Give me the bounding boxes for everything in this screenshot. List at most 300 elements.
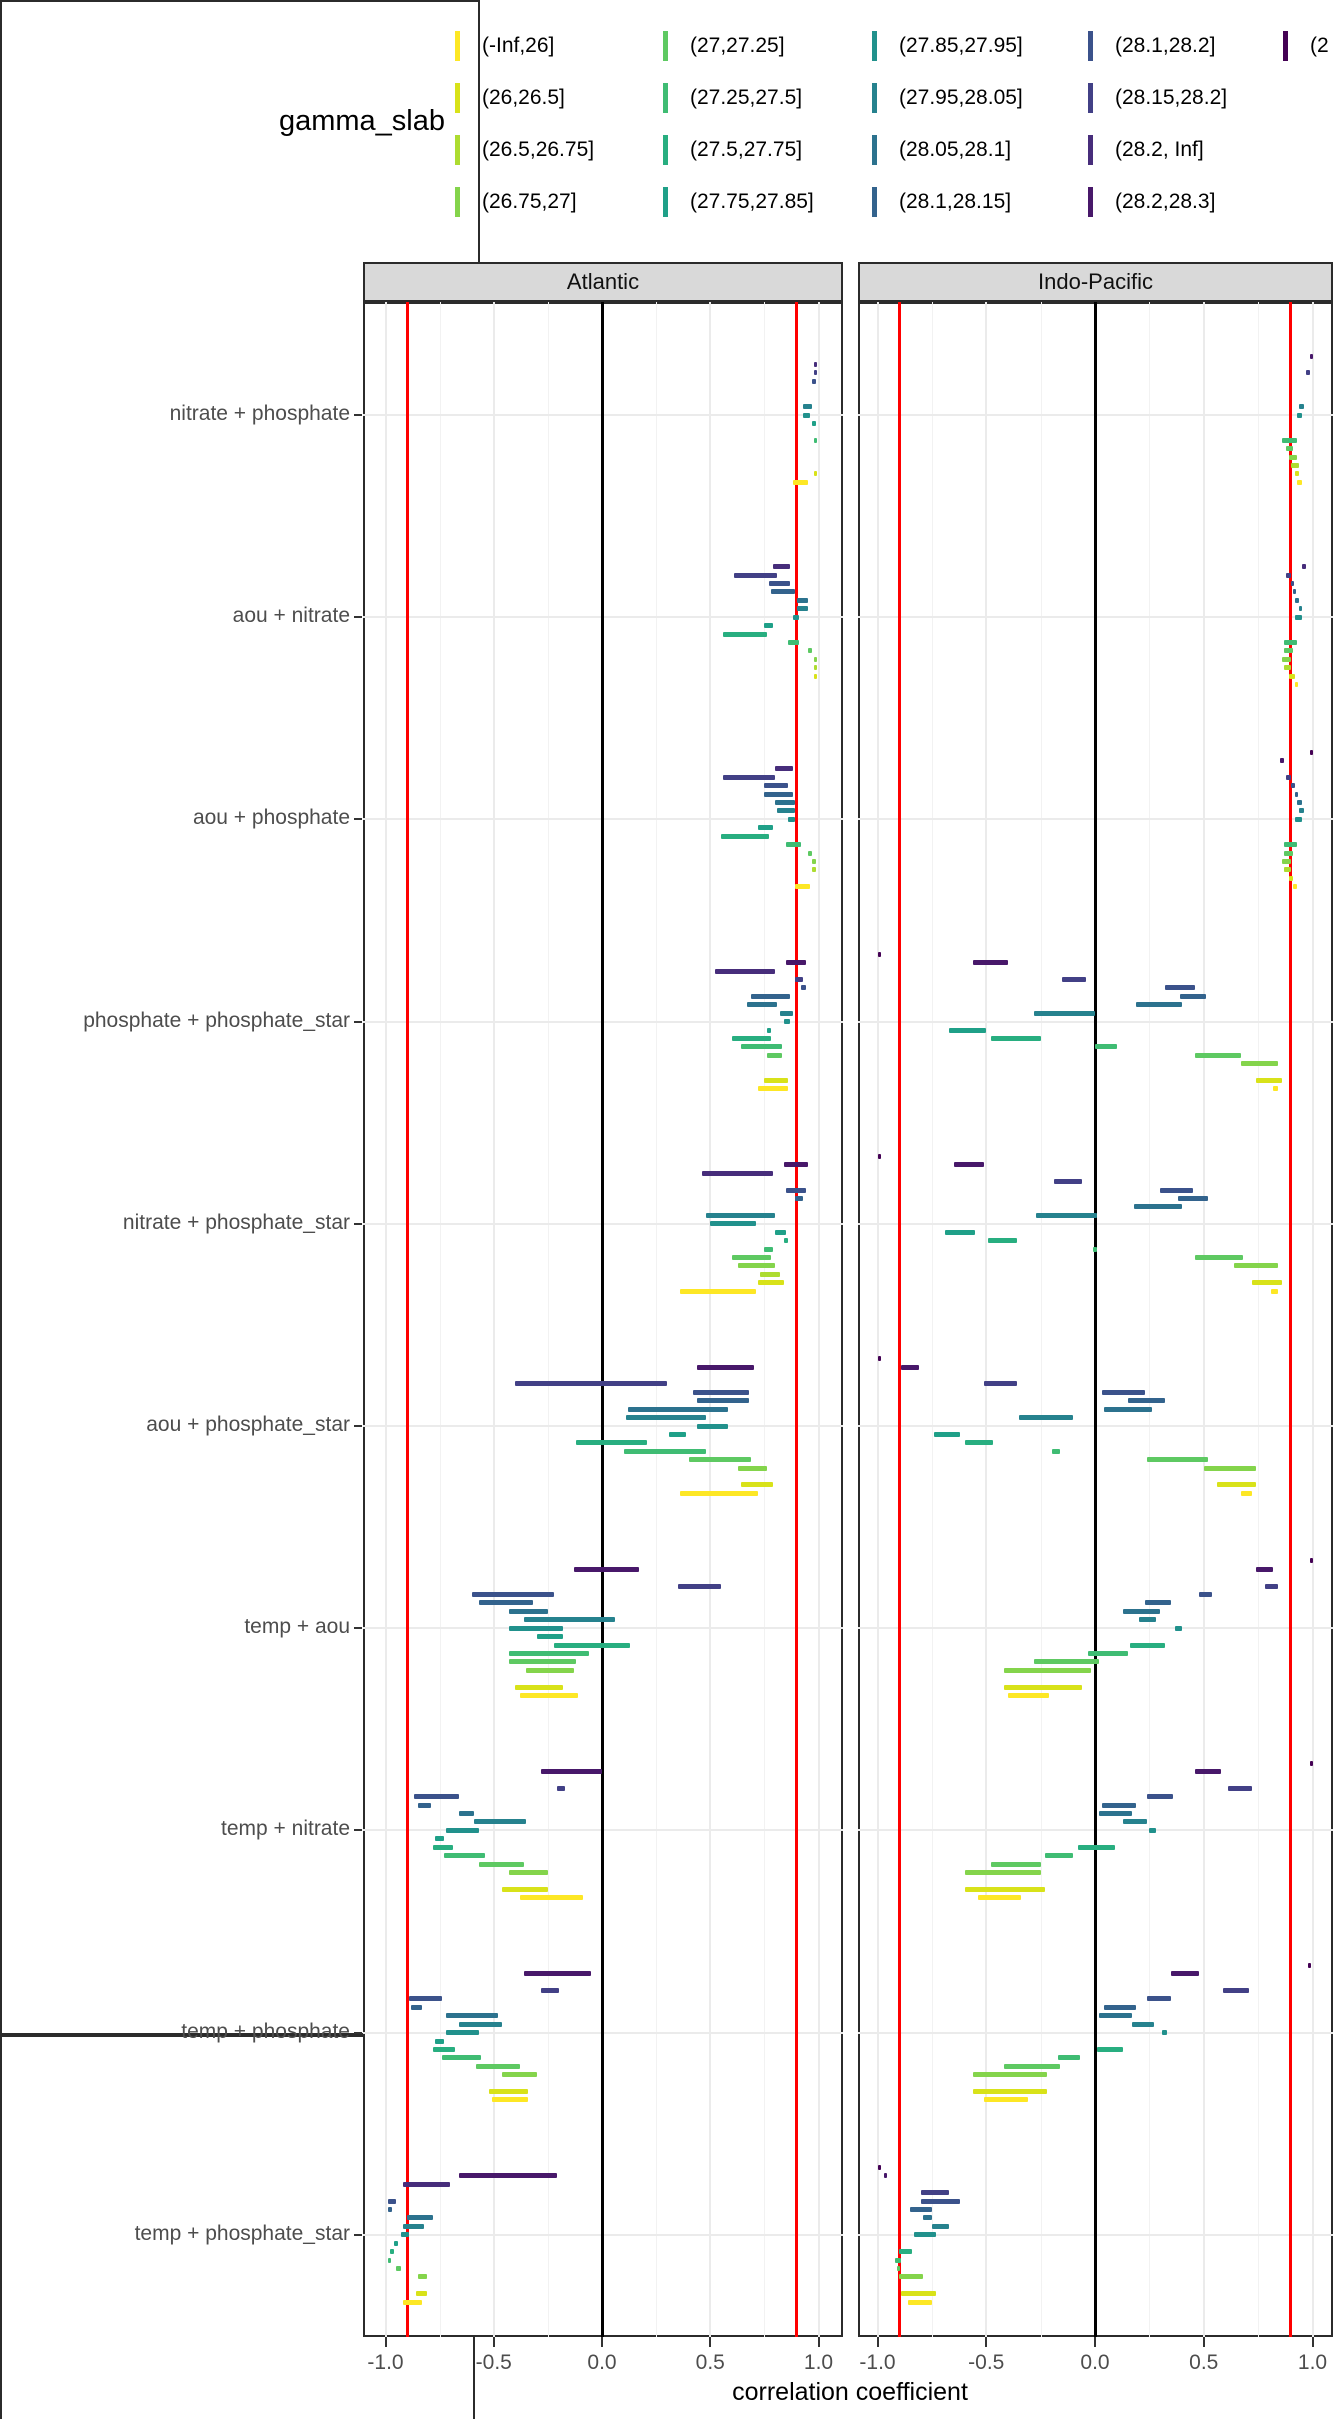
interval-segment [418, 2274, 427, 2279]
interval-segment [541, 1988, 558, 1993]
legend-entry-label: (2 [1310, 34, 1329, 57]
legend-key-swatch [1283, 31, 1288, 61]
interval-segment [793, 480, 808, 485]
interval-segment [1045, 1853, 1073, 1858]
legend-entry-label: (28.15,28.2] [1115, 86, 1228, 109]
interval-segment [394, 2241, 398, 2246]
x-axis-tick [709, 2337, 711, 2347]
interval-segment [878, 1154, 881, 1159]
x-axis-title: correlation coefficient [732, 2378, 968, 2406]
interval-segment [914, 2232, 936, 2237]
interval-segment [984, 2097, 1028, 2102]
interval-segment [1256, 1567, 1273, 1572]
interval-segment [1310, 1761, 1313, 1766]
legend-entry-label: (28.05,28.1] [899, 138, 1012, 161]
interval-segment [1234, 1263, 1278, 1268]
interval-segment [416, 2291, 427, 2296]
y-axis-tick [354, 1223, 362, 1225]
interval-segment [479, 1862, 524, 1867]
interval-segment [715, 969, 776, 974]
interval-segment [706, 1213, 775, 1218]
zero-reference-line [601, 302, 604, 2337]
interval-segment [435, 2039, 444, 2044]
interval-segment [396, 2266, 400, 2271]
interval-segment [693, 1390, 749, 1395]
interval-segment [723, 775, 775, 780]
interval-segment [1228, 1786, 1252, 1791]
y-axis-tick [354, 1021, 362, 1023]
interval-segment [1295, 792, 1298, 797]
interval-segment [878, 952, 881, 957]
interval-segment [1282, 657, 1291, 662]
interval-segment [758, 825, 773, 830]
interval-segment [901, 1365, 918, 1370]
interval-segment [697, 1424, 727, 1429]
y-axis-category-label: temp + phosphate_star [134, 2221, 350, 2245]
interval-segment [474, 1819, 526, 1824]
interval-segment [697, 1398, 749, 1403]
interval-segment [814, 362, 817, 367]
interval-segment [899, 2274, 923, 2279]
interval-segment [509, 1626, 563, 1631]
interval-segment [1299, 808, 1303, 813]
interval-segment [1019, 1415, 1073, 1420]
x-axis-tick [385, 2337, 387, 2347]
interval-segment [403, 2182, 451, 2187]
interval-segment [1175, 1626, 1182, 1631]
interval-segment [390, 2249, 394, 2254]
interval-segment [1130, 1643, 1165, 1648]
y-axis-tick [354, 414, 362, 416]
interval-segment [795, 884, 810, 889]
interval-segment [747, 1002, 777, 1007]
interval-segment [1128, 1398, 1165, 1403]
interval-segment [411, 2005, 422, 2010]
interval-segment [910, 2207, 932, 2212]
interval-segment [878, 2165, 881, 2170]
interval-segment [502, 1887, 547, 1892]
x-tick-label: -1.0 [367, 2351, 404, 2374]
interval-segment [459, 2173, 556, 2178]
y-axis-category-label: phosphate + phosphate_star [83, 1008, 350, 1032]
interval-segment [446, 2013, 498, 2018]
interval-segment [520, 1895, 583, 1900]
interval-segment [1302, 564, 1306, 569]
interval-segment [884, 2173, 887, 2178]
interval-segment [908, 2300, 932, 2305]
interval-segment [1297, 413, 1301, 418]
legend-key-swatch [1088, 135, 1093, 165]
interval-segment [954, 1162, 984, 1167]
interval-segment [795, 1196, 804, 1201]
interval-segment [764, 1078, 788, 1083]
x-axis-tick [1094, 2337, 1096, 2347]
interval-segment [1284, 665, 1291, 670]
interval-segment [775, 800, 794, 805]
interval-segment [1204, 1466, 1256, 1471]
interval-segment [1284, 640, 1297, 645]
interval-segment [923, 2215, 932, 2220]
interval-segment [515, 1685, 563, 1690]
x-tick-label: 1.0 [1297, 2351, 1328, 2374]
interval-segment [793, 615, 799, 620]
legend-key-swatch [663, 187, 668, 217]
interval-segment [801, 985, 805, 990]
interval-segment [1147, 1794, 1173, 1799]
interval-segment [764, 1247, 773, 1252]
interval-segment [414, 1794, 459, 1799]
interval-segment [775, 1230, 786, 1235]
interval-segment [814, 370, 817, 375]
legend-entry-label: (27.75,27.85] [690, 190, 814, 213]
interval-segment [407, 2215, 433, 2220]
interval-segment [492, 2097, 529, 2102]
interval-segment [897, 2266, 900, 2271]
interval-segment [1097, 2047, 1123, 2052]
interval-segment [1054, 1179, 1082, 1184]
interval-segment [1291, 463, 1300, 468]
interval-segment [738, 1466, 766, 1471]
interval-segment [991, 1036, 1041, 1041]
interval-segment [984, 1381, 1017, 1386]
interval-segment [734, 573, 777, 578]
interval-segment [991, 1862, 1041, 1867]
interval-segment [771, 589, 795, 594]
interval-segment [814, 665, 817, 670]
interval-segment [1308, 1963, 1311, 1968]
interval-segment [786, 960, 805, 965]
interval-segment [1217, 1482, 1256, 1487]
interval-segment [945, 1230, 975, 1235]
interval-segment [1195, 1053, 1241, 1058]
interval-segment [1162, 2030, 1166, 2035]
interval-segment [1145, 1600, 1171, 1605]
interval-segment [973, 2072, 1047, 2077]
interval-segment [388, 2258, 391, 2263]
interval-segment [732, 1255, 771, 1260]
interval-segment [1062, 977, 1086, 982]
interval-segment [777, 808, 794, 813]
x-axis-tick [601, 2337, 603, 2347]
legend-key-swatch [663, 83, 668, 113]
interval-segment [788, 640, 799, 645]
legend-key-swatch [872, 187, 877, 217]
interval-segment [973, 960, 1008, 965]
interval-segment [1195, 1769, 1221, 1774]
interval-segment [1058, 2055, 1080, 2060]
interval-segment [626, 1415, 706, 1420]
interval-segment [1271, 1289, 1278, 1294]
interval-segment [435, 1836, 444, 1841]
interval-segment [764, 792, 792, 797]
interval-segment [1008, 1693, 1049, 1698]
interval-segment [1134, 1204, 1182, 1209]
interval-segment [1299, 404, 1303, 409]
interval-segment [780, 1011, 793, 1016]
interval-segment [788, 817, 794, 822]
interval-segment [388, 2207, 392, 2212]
facet-strip: Indo-Pacific [858, 262, 1333, 302]
interval-segment [1286, 775, 1290, 780]
interval-segment [446, 2030, 478, 2035]
interval-segment [901, 2291, 936, 2296]
interval-segment [1004, 1668, 1091, 1673]
interval-segment [680, 1289, 756, 1294]
interval-segment [965, 1440, 993, 1445]
interval-segment [541, 1769, 602, 1774]
interval-segment [403, 2224, 425, 2229]
interval-segment [1160, 1188, 1193, 1193]
interval-segment [1273, 1086, 1277, 1091]
interval-segment [1284, 842, 1297, 847]
interval-segment [557, 1786, 566, 1791]
legend-entry-label: (27.85,27.95] [899, 34, 1023, 57]
interval-segment [1178, 1196, 1208, 1201]
interval-segment [808, 648, 812, 653]
interval-segment [1293, 589, 1296, 594]
y-axis-category-label: nitrate + phosphate [169, 402, 350, 425]
interval-segment [1293, 884, 1297, 889]
legend-entry-label: (28.2,28.3] [1115, 190, 1216, 213]
x-axis-tick [985, 2337, 987, 2347]
interval-segment [680, 1491, 758, 1496]
interval-segment [1289, 674, 1296, 679]
interval-segment [1099, 2013, 1132, 2018]
interval-segment [628, 1407, 728, 1412]
legend-key-swatch [872, 135, 877, 165]
zero-reference-line [1094, 302, 1097, 2337]
interval-segment [509, 1651, 589, 1656]
interval-segment [537, 1634, 563, 1639]
interval-segment [1147, 1996, 1171, 2001]
interval-segment [1180, 994, 1206, 999]
interval-segment [741, 1044, 782, 1049]
legend-key-swatch [872, 31, 877, 61]
legend-entry-label: (28.1,28.15] [899, 190, 1012, 213]
x-tick-label: -1.0 [859, 2351, 896, 2374]
interval-segment [576, 1440, 647, 1445]
interval-segment [1078, 1845, 1115, 1850]
interval-segment [978, 1895, 1022, 1900]
interval-segment [1095, 1044, 1117, 1049]
interval-segment [878, 1356, 881, 1361]
interval-segment [932, 2224, 949, 2229]
interval-segment [1284, 851, 1293, 856]
interval-segment [509, 1870, 548, 1875]
interval-segment [1284, 648, 1293, 653]
interval-segment [775, 766, 792, 771]
interval-segment [1295, 817, 1302, 822]
interval-segment [702, 1171, 773, 1176]
interval-segment [509, 1659, 576, 1664]
interval-segment [721, 834, 769, 839]
legend-title: gamma_slab [278, 105, 445, 137]
interval-segment [814, 657, 817, 662]
y-axis-tick [354, 616, 362, 618]
interval-segment [520, 1693, 578, 1698]
legend-key-swatch [455, 187, 460, 217]
interval-segment [786, 842, 801, 847]
interval-segment [524, 1617, 615, 1622]
interval-segment [1104, 1407, 1152, 1412]
interval-segment [1093, 1247, 1097, 1252]
x-axis-tick [493, 2337, 495, 2347]
x-axis-tick [1203, 2337, 1205, 2347]
interval-segment [624, 1449, 706, 1454]
interval-segment [574, 1567, 639, 1572]
interval-segment [1286, 446, 1293, 451]
interval-segment [446, 1828, 478, 1833]
interval-segment [1147, 1457, 1208, 1462]
interval-segment [949, 1028, 986, 1033]
interval-segment [1297, 480, 1301, 485]
interval-segment [1241, 1061, 1278, 1066]
interval-segment [1136, 1002, 1182, 1007]
y-axis-category-label: temp + nitrate [221, 1817, 350, 1841]
interval-segment [1241, 1491, 1252, 1496]
interval-segment [1199, 1592, 1212, 1597]
legend-key-swatch [663, 135, 668, 165]
interval-segment [502, 2072, 537, 2077]
interval-segment [803, 404, 812, 409]
interval-segment [1123, 1819, 1147, 1824]
interval-segment [1310, 354, 1313, 359]
interval-segment [965, 1887, 1045, 1892]
interval-segment [1004, 1685, 1082, 1690]
interval-segment [1295, 682, 1298, 687]
interval-segment [797, 606, 808, 611]
y-axis-tick [354, 818, 362, 820]
interval-segment [812, 379, 816, 384]
interval-segment [1195, 1255, 1243, 1260]
interval-segment [1123, 1609, 1160, 1614]
interval-segment [515, 1381, 667, 1386]
y-axis-tick [354, 2032, 362, 2034]
interval-segment [509, 1609, 548, 1614]
interval-segment [814, 674, 817, 679]
legend-entry-label: (26,26.5] [482, 86, 565, 109]
interval-segment [973, 2089, 1047, 2094]
interval-segment [1102, 1803, 1137, 1808]
interval-segment [476, 2064, 519, 2069]
legend-key-swatch [455, 135, 460, 165]
interval-segment [1139, 1617, 1156, 1622]
interval-segment [1282, 859, 1291, 864]
x-tick-label: -0.5 [475, 2351, 512, 2374]
interval-segment [1310, 750, 1313, 755]
y-axis-tick [354, 2234, 362, 2236]
x-tick-label: 0.0 [587, 2351, 617, 2374]
interval-segment [723, 632, 766, 637]
interval-segment [669, 1432, 686, 1437]
x-axis-tick [818, 2337, 820, 2347]
y-axis-category-label: nitrate + phosphate_star [122, 1210, 350, 1234]
interval-segment [459, 1811, 474, 1816]
interval-segment [808, 851, 812, 856]
legend-key-swatch [663, 31, 668, 61]
interval-segment [1282, 438, 1297, 443]
interval-segment [1004, 2064, 1061, 2069]
legend-key-swatch [872, 83, 877, 113]
interval-segment [1295, 615, 1302, 620]
interval-segment [784, 1162, 808, 1167]
legend-entry-label: (-Inf,26] [482, 34, 555, 57]
interval-segment [1104, 2005, 1137, 2010]
interval-segment [697, 1365, 753, 1370]
interval-segment [786, 1188, 805, 1193]
interval-segment [741, 1482, 773, 1487]
interval-segment [418, 1803, 431, 1808]
interval-segment [554, 1643, 630, 1648]
interval-segment [1256, 1078, 1282, 1083]
interval-segment [1036, 1213, 1097, 1218]
facet-strip: Atlantic [363, 262, 843, 302]
legend-entry-label: (27.5,27.75] [690, 138, 803, 161]
interval-segment [1280, 758, 1284, 763]
legend-key-swatch [1088, 83, 1093, 113]
interval-segment [1052, 1449, 1061, 1454]
interval-segment [773, 564, 790, 569]
red-reference-line [406, 302, 409, 2337]
interval-segment [433, 1845, 452, 1850]
interval-segment [758, 1086, 788, 1091]
y-axis-tick [354, 1829, 362, 1831]
interval-segment [895, 2258, 902, 2263]
interval-segment [1132, 2022, 1154, 2027]
x-axis-tick [877, 2337, 879, 2347]
interval-segment [1165, 985, 1195, 990]
interval-segment [732, 1036, 771, 1041]
interval-segment [1034, 1011, 1095, 1016]
interval-segment [758, 1280, 784, 1285]
interval-segment [1223, 1988, 1249, 1993]
interval-segment [1149, 1828, 1156, 1833]
interval-segment [401, 2232, 410, 2237]
interval-segment [769, 581, 791, 586]
interval-segment [1295, 598, 1299, 603]
interval-segment [760, 1272, 779, 1277]
x-tick-label: -0.5 [968, 2351, 1005, 2374]
interval-segment [767, 1028, 771, 1033]
x-tick-label: 1.0 [803, 2351, 834, 2374]
interval-segment [899, 2249, 912, 2254]
legend-entry-label: (27,27.25] [690, 34, 785, 57]
legend-entry-label: (26.75,27] [482, 190, 577, 213]
interval-segment [965, 1870, 1041, 1875]
interval-segment [803, 413, 809, 418]
interval-segment [1034, 1659, 1099, 1664]
interval-segment [1286, 573, 1290, 578]
interval-segment [1171, 1971, 1199, 1976]
y-axis-category-label: aou + phosphate_star [146, 1413, 350, 1436]
interval-segment [479, 1600, 533, 1605]
interval-segment [795, 977, 804, 982]
interval-segment [442, 2055, 481, 2060]
interval-segment [751, 994, 790, 999]
interval-segment [409, 1996, 441, 2001]
y-axis-tick [354, 1627, 362, 1629]
interval-segment [444, 1853, 485, 1858]
legend-entry-label: (26.5,26.75] [482, 138, 595, 161]
interval-segment [784, 1238, 788, 1243]
interval-segment [1088, 1651, 1127, 1656]
interval-segment [784, 1019, 790, 1024]
x-tick-label: 0.5 [695, 2351, 725, 2374]
interval-segment [1297, 800, 1301, 805]
interval-segment [934, 1432, 960, 1437]
interval-segment [738, 1263, 775, 1268]
interval-segment [1289, 455, 1298, 460]
